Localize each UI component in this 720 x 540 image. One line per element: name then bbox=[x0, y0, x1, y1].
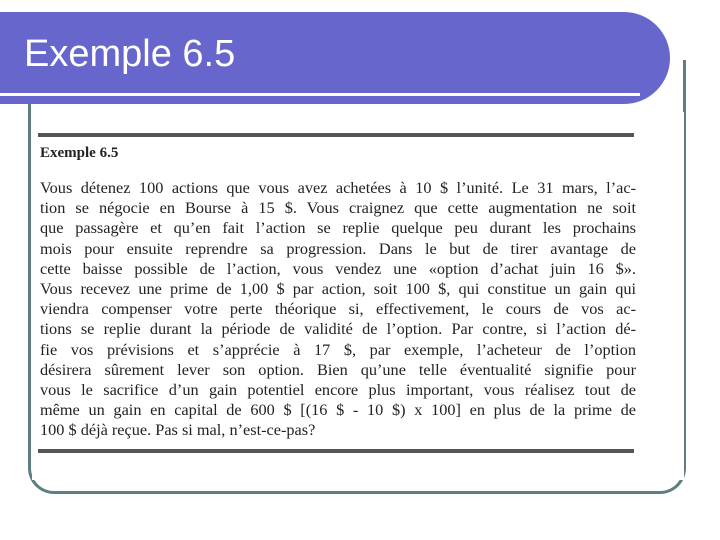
excerpt-line: même un gain en capital de 600 $ [(16 $ - 10 $) x 100] en plus de la prime de bbox=[40, 400, 636, 420]
excerpt-line: viendra compenser votre perte théorique si, effectivement, le cours de vos ac- bbox=[40, 299, 636, 319]
excerpt-line: Vous détenez 100 actions que vous avez achetées à 10 $ l’unité. Le 31 mars, l’ac- bbox=[40, 178, 636, 197]
excerpt-line: tion se négocie en Bourse à 15 $. Vous craignez que cette augmentation ne soit bbox=[40, 198, 636, 218]
excerpt-top-rule bbox=[38, 133, 634, 137]
title-underline bbox=[0, 93, 640, 96]
excerpt-line: que passagère et qu’en fait l’action se replie quelque peu durant les prochains bbox=[40, 218, 636, 238]
slide-title: Exemple 6.5 bbox=[24, 33, 236, 75]
excerpt-body bbox=[40, 178, 636, 441]
excerpt-line: désirera sûrement lever son option. Bien qu’une telle éventualité signifie pour bbox=[40, 359, 636, 379]
excerpt-line: vous le sacrifice d’un gain potentiel encore plus important, vous réalisez tout de bbox=[40, 380, 636, 400]
excerpt-line: Vous recevez une prime de 1,00 $ par action, soit 100 $, qui constitue un gain qui bbox=[40, 279, 636, 299]
excerpt-bottom-rule bbox=[38, 449, 634, 453]
excerpt-line: mois pour ensuite reprendre sa progression. Dans le but de tirer avantage de bbox=[40, 238, 636, 258]
excerpt-heading: Exemple 6.5 bbox=[40, 145, 119, 161]
excerpt-line: 100 $ déjà reçue. Pas si mal, n’est-ce-pas? bbox=[40, 420, 316, 440]
excerpt-line: cette baisse possible de l’action, vous vendez une «option d’achat juin 16 $». bbox=[40, 258, 636, 278]
excerpt-line: tions se replie durant la période de validité de l’option. Par contre, si l’action dé- bbox=[40, 319, 636, 339]
excerpt-line: fie vos prévisions et s’apprécie à 17 $, par exemple, l’acheteur de l’option bbox=[40, 339, 636, 359]
